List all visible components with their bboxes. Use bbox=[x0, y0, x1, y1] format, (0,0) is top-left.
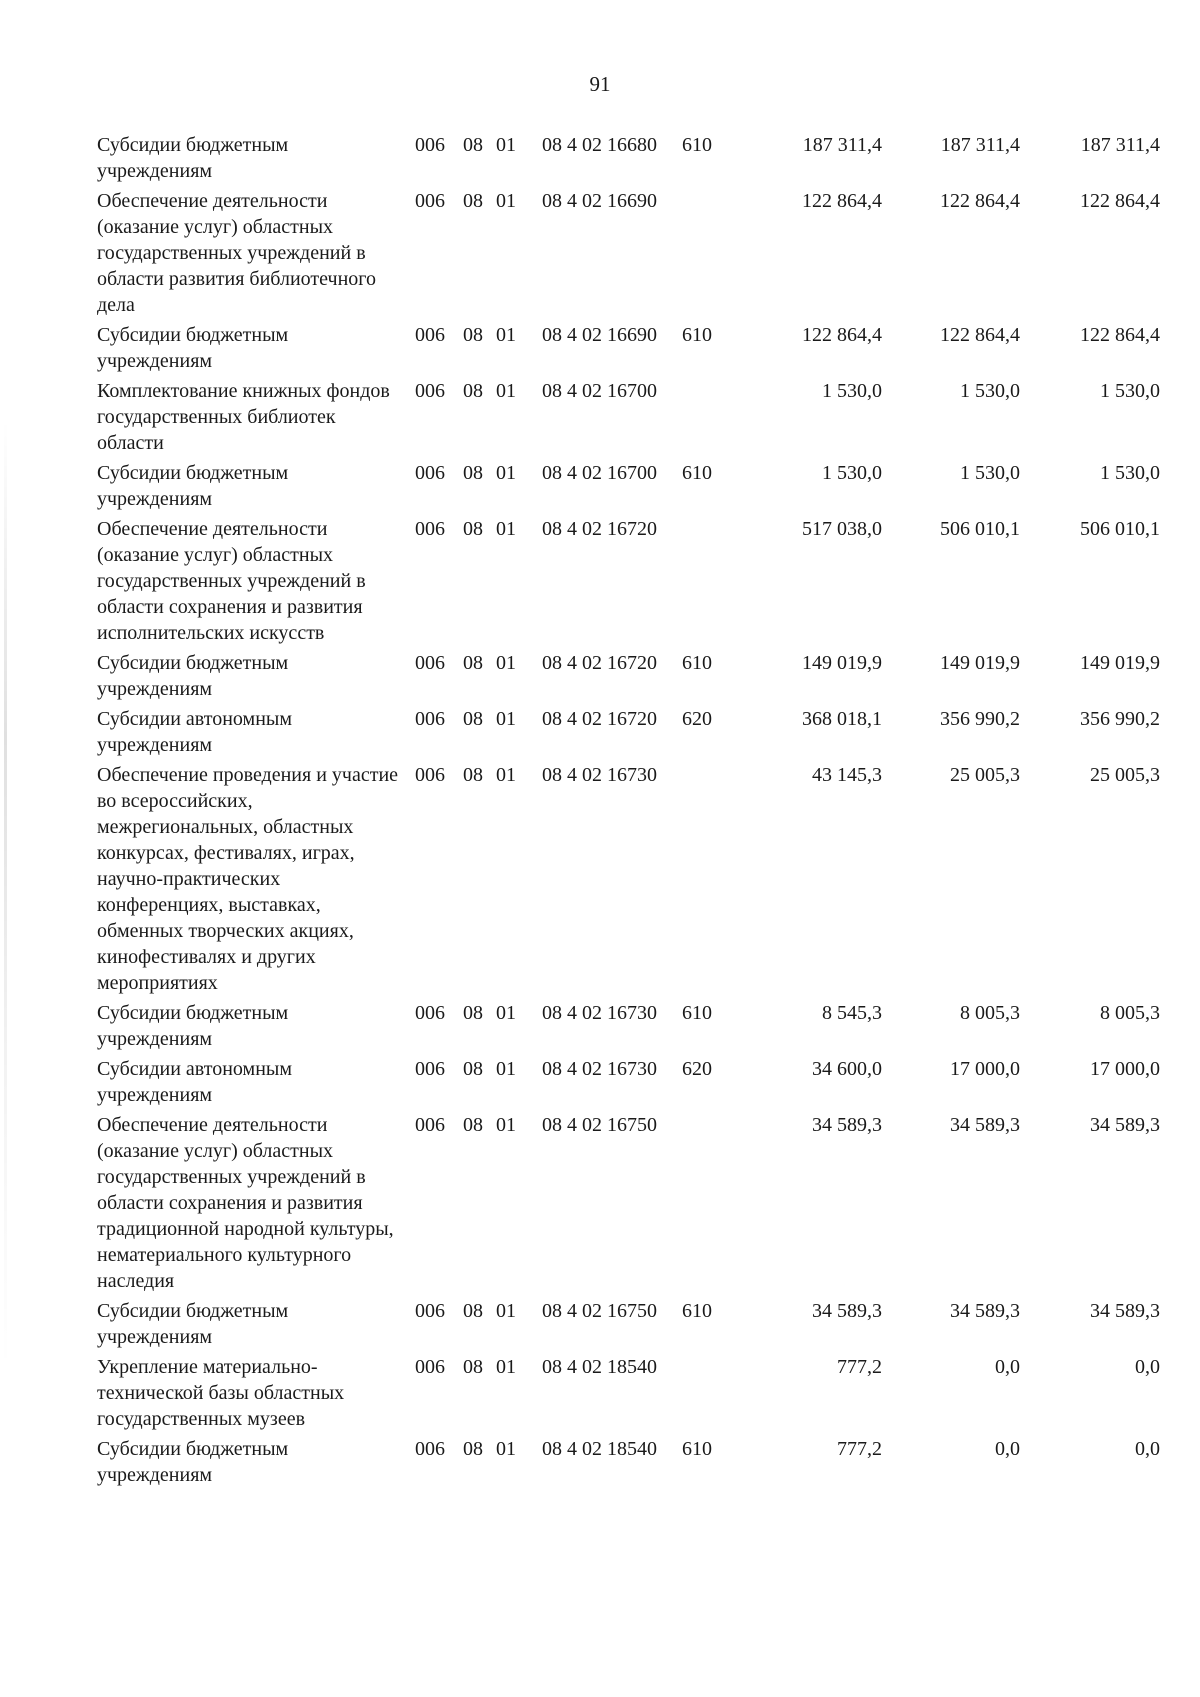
target-article-code: 08 4 02 18540 bbox=[542, 1356, 657, 1378]
expense-name: Обеспечение деятельности (оказание услуг) областных государственных учреждений в области сохранения и развития исполнительских искусств bbox=[97, 518, 366, 644]
section-code: 08 bbox=[463, 1438, 483, 1460]
target-article-code: 08 4 02 16700 bbox=[542, 462, 657, 484]
amount-year-1: 777,2 bbox=[837, 1438, 882, 1460]
table-row bbox=[97, 460, 1177, 512]
table-row bbox=[97, 650, 1177, 702]
amount-year-2: 1 530,0 bbox=[960, 380, 1020, 402]
target-article-code: 08 4 02 16690 bbox=[542, 324, 657, 346]
target-article-code: 08 4 02 16690 bbox=[542, 190, 657, 212]
subsection-code: 01 bbox=[496, 134, 516, 156]
amount-year-2: 506 010,1 bbox=[940, 518, 1020, 540]
section-code: 08 bbox=[463, 708, 483, 730]
amount-year-2: 122 864,4 bbox=[940, 324, 1020, 346]
target-article-code: 08 4 02 16720 bbox=[542, 652, 657, 674]
department-code: 006 bbox=[415, 380, 445, 402]
section-code: 08 bbox=[463, 1002, 483, 1024]
scan-edge-shadow bbox=[4, 420, 7, 1370]
amount-year-3: 0,0 bbox=[1135, 1438, 1160, 1460]
table-row bbox=[97, 516, 1177, 646]
department-code: 006 bbox=[415, 1114, 445, 1136]
amount-year-3: 8 005,3 bbox=[1100, 1002, 1160, 1024]
amount-year-1: 34 600,0 bbox=[812, 1058, 882, 1080]
target-article-code: 08 4 02 16730 bbox=[542, 1058, 657, 1080]
expense-name: Субсидии бюджетным учреждениям bbox=[97, 1438, 289, 1486]
department-code: 006 bbox=[415, 518, 445, 540]
section-code: 08 bbox=[463, 1356, 483, 1378]
target-article-code: 08 4 02 16750 bbox=[542, 1114, 657, 1136]
table-row bbox=[97, 1112, 1177, 1294]
section-code: 08 bbox=[463, 190, 483, 212]
section-code: 08 bbox=[463, 462, 483, 484]
target-article-code: 08 4 02 16720 bbox=[542, 518, 657, 540]
target-article-code: 08 4 02 16730 bbox=[542, 764, 657, 786]
amount-year-1: 8 545,3 bbox=[822, 1002, 882, 1024]
amount-year-2: 122 864,4 bbox=[940, 190, 1020, 212]
department-code: 006 bbox=[415, 134, 445, 156]
amount-year-3: 25 005,3 bbox=[1090, 764, 1160, 786]
expense-name: Обеспечение деятельности (оказание услуг) областных государственных учреждений в области сохранения и развития традиционной народной культуры, нематериального культурного наследия bbox=[97, 1114, 394, 1292]
amount-year-3: 17 000,0 bbox=[1090, 1058, 1160, 1080]
expense-name: Субсидии бюджетным учреждениям bbox=[97, 1300, 289, 1348]
subsection-code: 01 bbox=[496, 1438, 516, 1460]
table-row bbox=[97, 1000, 1177, 1052]
amount-year-1: 368 018,1 bbox=[802, 708, 882, 730]
department-code: 006 bbox=[415, 324, 445, 346]
section-code: 08 bbox=[463, 1058, 483, 1080]
expense-type-code: 610 bbox=[682, 1438, 712, 1460]
subsection-code: 01 bbox=[496, 518, 516, 540]
section-code: 08 bbox=[463, 134, 483, 156]
table-row bbox=[97, 378, 1177, 456]
target-article-code: 08 4 02 18540 bbox=[542, 1438, 657, 1460]
table-row bbox=[97, 1298, 1177, 1350]
amount-year-2: 149 019,9 bbox=[940, 652, 1020, 674]
amount-year-2: 0,0 bbox=[995, 1356, 1020, 1378]
table-row bbox=[97, 706, 1177, 758]
subsection-code: 01 bbox=[496, 380, 516, 402]
amount-year-1: 149 019,9 bbox=[802, 652, 882, 674]
amount-year-2: 8 005,3 bbox=[960, 1002, 1020, 1024]
expense-type-code: 610 bbox=[682, 1002, 712, 1024]
page-number: 91 bbox=[589, 72, 611, 96]
subsection-code: 01 bbox=[496, 190, 516, 212]
table-row bbox=[97, 762, 1177, 996]
target-article-code: 08 4 02 16730 bbox=[542, 1002, 657, 1024]
subsection-code: 01 bbox=[496, 1300, 516, 1322]
department-code: 006 bbox=[415, 462, 445, 484]
department-code: 006 bbox=[415, 1300, 445, 1322]
amount-year-2: 1 530,0 bbox=[960, 462, 1020, 484]
amount-year-1: 34 589,3 bbox=[812, 1300, 882, 1322]
expense-name: Субсидии автономным учреждениям bbox=[97, 708, 292, 756]
amount-year-3: 34 589,3 bbox=[1090, 1300, 1160, 1322]
department-code: 006 bbox=[415, 1356, 445, 1378]
expense-name: Обеспечение деятельности (оказание услуг) областных государственных учреждений в области развития библиотечного дела bbox=[97, 190, 376, 316]
department-code: 006 bbox=[415, 1438, 445, 1460]
department-code: 006 bbox=[415, 1058, 445, 1080]
amount-year-1: 517 038,0 bbox=[802, 518, 882, 540]
subsection-code: 01 bbox=[496, 462, 516, 484]
amount-year-3: 1 530,0 bbox=[1100, 462, 1160, 484]
table-row bbox=[97, 132, 1177, 184]
table-row bbox=[97, 1056, 1177, 1108]
expense-name: Укрепление материально-технической базы областных государственных музеев bbox=[97, 1356, 345, 1430]
subsection-code: 01 bbox=[496, 1356, 516, 1378]
amount-year-1: 1 530,0 bbox=[822, 462, 882, 484]
section-code: 08 bbox=[463, 1114, 483, 1136]
amount-year-2: 17 000,0 bbox=[950, 1058, 1020, 1080]
department-code: 006 bbox=[415, 708, 445, 730]
amount-year-1: 34 589,3 bbox=[812, 1114, 882, 1136]
amount-year-2: 187 311,4 bbox=[940, 134, 1020, 156]
amount-year-3: 34 589,3 bbox=[1090, 1114, 1160, 1136]
amount-year-2: 0,0 bbox=[995, 1438, 1020, 1460]
amount-year-2: 34 589,3 bbox=[950, 1300, 1020, 1322]
amount-year-3: 149 019,9 bbox=[1080, 652, 1160, 674]
amount-year-3: 1 530,0 bbox=[1100, 380, 1160, 402]
table-row bbox=[97, 322, 1177, 374]
target-article-code: 08 4 02 16750 bbox=[542, 1300, 657, 1322]
target-article-code: 08 4 02 16680 bbox=[542, 134, 657, 156]
expense-name: Субсидии бюджетным учреждениям bbox=[97, 652, 289, 700]
expense-type-code: 620 bbox=[682, 708, 712, 730]
subsection-code: 01 bbox=[496, 324, 516, 346]
amount-year-3: 0,0 bbox=[1135, 1356, 1160, 1378]
department-code: 006 bbox=[415, 652, 445, 674]
amount-year-2: 34 589,3 bbox=[950, 1114, 1020, 1136]
expense-name: Субсидии бюджетным учреждениям bbox=[97, 462, 289, 510]
section-code: 08 bbox=[463, 652, 483, 674]
amount-year-3: 187 311,4 bbox=[1080, 134, 1160, 156]
amount-year-2: 25 005,3 bbox=[950, 764, 1020, 786]
subsection-code: 01 bbox=[496, 1002, 516, 1024]
amount-year-1: 43 145,3 bbox=[812, 764, 882, 786]
department-code: 006 bbox=[415, 190, 445, 212]
section-code: 08 bbox=[463, 518, 483, 540]
subsection-code: 01 bbox=[496, 764, 516, 786]
amount-year-1: 122 864,4 bbox=[802, 324, 882, 346]
expense-type-code: 620 bbox=[682, 1058, 712, 1080]
table-row bbox=[97, 188, 1177, 318]
expense-name: Субсидии автономным учреждениям bbox=[97, 1058, 292, 1106]
expense-name: Субсидии бюджетным учреждениям bbox=[97, 1002, 289, 1050]
subsection-code: 01 bbox=[496, 1114, 516, 1136]
amount-year-3: 122 864,4 bbox=[1080, 190, 1160, 212]
budget-table bbox=[97, 132, 1177, 1492]
amount-year-2: 356 990,2 bbox=[940, 708, 1020, 730]
expense-name: Обеспечение проведения и участие во всероссийских, межрегиональных, областных конкурсах, фестивалях, играх, научно-практических конференциях, выставках, обменных творческих акциях, кинофестивалях и других мероприятиях bbox=[97, 764, 399, 994]
amount-year-1: 777,2 bbox=[837, 1356, 882, 1378]
expense-name: Комплектование книжных фондов государственных библиотек области bbox=[97, 380, 390, 454]
amount-year-1: 122 864,4 bbox=[802, 190, 882, 212]
amount-year-3: 356 990,2 bbox=[1080, 708, 1160, 730]
table-row bbox=[97, 1354, 1177, 1432]
expense-type-code: 610 bbox=[682, 652, 712, 674]
expense-type-code: 610 bbox=[682, 462, 712, 484]
amount-year-1: 1 530,0 bbox=[822, 380, 882, 402]
subsection-code: 01 bbox=[496, 708, 516, 730]
department-code: 006 bbox=[415, 1002, 445, 1024]
expense-type-code: 610 bbox=[682, 324, 712, 346]
subsection-code: 01 bbox=[496, 652, 516, 674]
expense-name: Субсидии бюджетным учреждениям bbox=[97, 324, 289, 372]
section-code: 08 bbox=[463, 764, 483, 786]
expense-type-code: 610 bbox=[682, 1300, 712, 1322]
expense-name: Субсидии бюджетным учреждениям bbox=[97, 134, 289, 182]
expense-type-code: 610 bbox=[682, 134, 712, 156]
amount-year-3: 506 010,1 bbox=[1080, 518, 1160, 540]
table-row bbox=[97, 1436, 1177, 1488]
department-code: 006 bbox=[415, 764, 445, 786]
target-article-code: 08 4 02 16720 bbox=[542, 708, 657, 730]
section-code: 08 bbox=[463, 380, 483, 402]
subsection-code: 01 bbox=[496, 1058, 516, 1080]
amount-year-3: 122 864,4 bbox=[1080, 324, 1160, 346]
target-article-code: 08 4 02 16700 bbox=[542, 380, 657, 402]
section-code: 08 bbox=[463, 324, 483, 346]
amount-year-1: 187 311,4 bbox=[802, 134, 882, 156]
section-code: 08 bbox=[463, 1300, 483, 1322]
